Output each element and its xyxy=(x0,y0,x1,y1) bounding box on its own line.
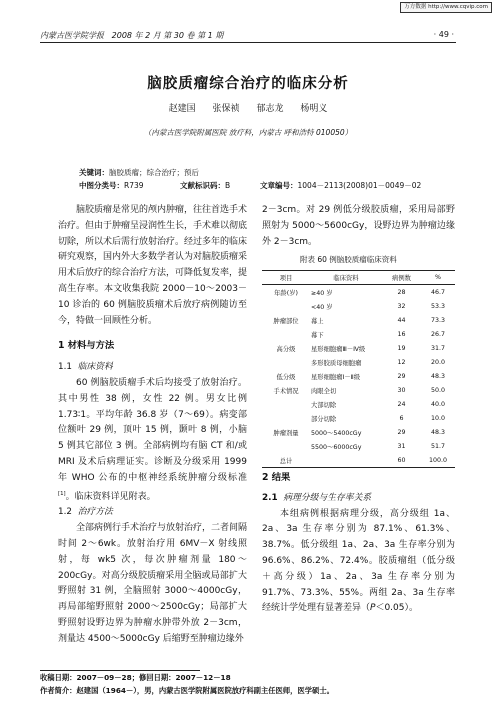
clc-number xyxy=(79,180,144,191)
table-row xyxy=(262,341,455,355)
table-cell-group xyxy=(262,355,310,369)
table-header-cell: 病例数 xyxy=(382,271,421,285)
table-cell-percent: 31.7 xyxy=(430,344,446,352)
table-cell-percent: 10.0 xyxy=(430,414,446,422)
author: 张保祯 xyxy=(212,104,240,114)
treatment-paragraph-continued: 2－3cm。对 29 例低分级胶质瘤，采用局部野照射为 5000～5600cGy，设野边界为肿瘤边缘外 2－3cm。 xyxy=(262,205,455,247)
section-heading-results: 2 结果 xyxy=(262,472,291,483)
table-cell-percent: 53.3 xyxy=(430,302,446,310)
survival-text-tail: ＜0.05）。 xyxy=(375,603,418,614)
code-label: 文献标识码： xyxy=(180,181,225,190)
table-cell-item: <40 岁 xyxy=(311,303,333,311)
subsection-title: 病理分级与生存率关系 xyxy=(283,492,372,503)
table-cell-item: 星形细胞瘤Ⅰ－Ⅱ级 xyxy=(311,373,361,381)
table-cell-percent: 46.7 xyxy=(430,288,446,296)
table-cell-group xyxy=(262,299,310,313)
table-row xyxy=(262,425,455,439)
table-cell-item xyxy=(310,453,382,468)
table-cell-count: 6 xyxy=(399,414,404,422)
table-cell-group: 肿瘤部位 xyxy=(273,317,299,325)
citation-ref: [1] xyxy=(58,490,66,497)
author: 杨明义 xyxy=(300,104,328,114)
journal-name: 内蒙古医学院学报 xyxy=(40,31,104,40)
right-column-results xyxy=(262,470,455,617)
keywords-text: 脑胶质瘤；综合治疗；预后 xyxy=(109,168,199,177)
table-cell-count: 12 xyxy=(397,358,406,366)
author-bio: 作者简介：赵建国（1964－），男，内蒙古医学院附属医院放疗科副主任医师，医学硕士。 xyxy=(40,686,334,695)
article-label: 文章编号： xyxy=(260,181,298,190)
table-cell-count: 44 xyxy=(397,316,406,324)
table-header-row xyxy=(262,271,455,285)
survival-text: 本组病例根据病理分级，高分级组 1a、2a、3a 生存率分别为 87.1%、61.3%、38.7%。低分级组 1a、2a、3a 生存率分别为 96.6%、86.2%、72.4%。胶质瘤组（低分级＋高分级）1a、2a、3a 生存率分别为 91.7%、73.3%、55%。两组 2a、3a 生存率经统计学处理有显著差异（ xyxy=(262,508,455,614)
table-row xyxy=(262,383,455,397)
clinical-text: 60 例脑胶质瘤手术后均接受了放射治疗。其中男性 38 例，女性 22 例。男女比例 1.73∶1。平均年龄 36.8 岁（7～69）。病变部位额叶 29 例，顶叶 15 例，颞叶 8 例，小脑 5 例其它部位 3 例。全部病例均有脑 CT 和/或 MRI 及术后病理证实。诊断及分级采用 1999 年 WHO 公布的中枢神经系统肿瘤分级标准 xyxy=(58,377,247,483)
table-row xyxy=(262,313,455,327)
subsection-number: 2.1 xyxy=(262,492,278,503)
table-cell-count: 32 xyxy=(397,302,406,310)
issue-info: 2008 年 2 月 第 30 卷 第 1 期 xyxy=(111,31,224,40)
subsection-title: 临床资料 xyxy=(77,362,113,373)
section-heading-methods: 1 材料与方法 xyxy=(58,340,115,352)
table-cell-item: 部分切除 xyxy=(311,415,337,423)
clc-value: R739 xyxy=(124,181,144,190)
table-cell-group xyxy=(262,439,310,453)
table-cell-item: 大部切除 xyxy=(311,401,337,409)
table-header-cell: 临床资料 xyxy=(310,271,382,285)
table-cell-count: 30 xyxy=(397,386,406,394)
table-cell-item: 肉眼全切 xyxy=(311,387,337,395)
article-title: 脑胶质瘤综合治疗的临床分析 xyxy=(147,76,349,92)
table-cell-percent: 26.7 xyxy=(430,330,446,338)
table-cell-group: 高分级 xyxy=(276,345,296,353)
right-column-top xyxy=(262,203,455,250)
clinical-text-tail: 。临床资料详见附表。 xyxy=(65,491,156,502)
clc-label: 中图分类号： xyxy=(79,181,124,190)
table-row xyxy=(262,411,455,425)
table-cell-item: 5500～6000cGy xyxy=(311,443,362,451)
table-cell-percent: 48.3 xyxy=(430,428,446,436)
table-cell-percent: 48.3 xyxy=(430,372,446,380)
subsection-heading-survival xyxy=(262,491,455,507)
keywords-label: 关键词： xyxy=(79,168,109,177)
table-cell-group: 低分级 xyxy=(276,373,296,381)
subsection-title: 治疗方法 xyxy=(77,507,113,518)
header-rule xyxy=(40,42,456,43)
page-number: · 49 · xyxy=(433,30,454,39)
author: 赵建国 xyxy=(168,104,196,114)
source-stamp: 万方数据 http://www.cqvip.com xyxy=(400,2,492,13)
table-header-cell: 项目 xyxy=(262,271,310,285)
running-header-journal xyxy=(40,30,223,41)
table-row xyxy=(262,355,455,369)
article-value: 1004－2113(2008)01－0049－02 xyxy=(297,181,422,190)
table-row xyxy=(262,369,455,383)
table-cell-count: 29 xyxy=(397,372,406,380)
subsection-heading-clinical xyxy=(58,360,247,376)
table-cell-group: 总计 xyxy=(262,453,310,468)
article-number xyxy=(260,180,421,191)
received-dates: 收稿日期：2007－09－28；修回日期：2007－12－18 xyxy=(40,673,231,682)
table-cell-item: 5000～5400cGy xyxy=(311,429,362,437)
table-cell-percent: 51.7 xyxy=(430,442,446,450)
document-code xyxy=(180,180,230,191)
table-cell-group xyxy=(262,411,310,425)
table-cell-percent: 20.0 xyxy=(430,358,446,366)
clinical-data-table xyxy=(262,270,455,468)
table-cell-item: ≥40 岁 xyxy=(311,289,333,297)
author: 郁志龙 xyxy=(256,104,284,114)
table-cell-count: 24 xyxy=(397,400,406,408)
table-row xyxy=(262,397,455,411)
table-cell-count: 29 xyxy=(397,428,406,436)
survival-paragraph xyxy=(262,507,455,618)
table-row xyxy=(262,327,455,341)
table-cell-group xyxy=(262,397,310,411)
affiliation: （内蒙古医学院附属医院 放疗科，内蒙古 呼和浩特 010050） xyxy=(143,128,353,137)
table-cell-group: 年龄(岁) xyxy=(274,289,298,297)
table-row xyxy=(262,299,455,313)
table-cell-count: 31 xyxy=(397,442,406,450)
table-cell-percent: 50.0 xyxy=(430,386,446,394)
keywords xyxy=(79,167,199,178)
table-header-cell: % xyxy=(421,271,455,285)
table-cell-item: 多形胶质母细胞瘤 xyxy=(311,359,362,367)
subsection-heading-treatment xyxy=(58,505,247,521)
table-cell-percent: 73.3 xyxy=(430,316,446,324)
code-value: B xyxy=(225,181,231,190)
table-caption: 附表 60 例脑胶质瘤临床资料 xyxy=(300,255,397,264)
table-cell-group: 肿瘤剂量 xyxy=(273,429,299,437)
table-row xyxy=(262,439,455,453)
subsection-number: 1.1 xyxy=(58,362,72,373)
table-cell-count: 60 xyxy=(382,453,421,468)
table-cell-item: 幕下 xyxy=(311,331,324,339)
table-row xyxy=(262,285,455,300)
footnote-rule xyxy=(40,670,200,671)
treatment-paragraph: 全部病例行手术治疗与放射治疗，二者间隔时间 2～6wk。放射治疗用 6MV－X 射线照射，每 wk5 次，每次肿瘤剂量 180～200cGy。对高分级胶质瘤采用全脑或局部扩大野照射 31 例，全脑照射 3000～4000cGy，再局部缩野照射 2000～2500cGy；局部扩大野照射设野边界为肿瘤水肿带外放 2－3cm，剂量达 4500～5000cGy 后缩野至肿瘤边缘外 xyxy=(58,523,248,644)
table-row xyxy=(262,453,455,468)
table-cell-count: 19 xyxy=(397,344,406,352)
table-cell-percent: 40.0 xyxy=(430,400,446,408)
clinical-data-paragraph xyxy=(58,376,247,505)
intro-paragraph: 脑胶质瘤是常见的颅内肿瘤，往往首选手术治疗。但由于肿瘤呈浸润性生长，手术难以彻底切除，所以术后需行放射治疗。经过多年的临床研究观察，国内外大多数学者认为对脑胶质瘤采用术后放疗的综合治疗方法，可降低复发率，提高生存率。本文收集我院 2000－10～2003－10 诊治的 60 例脑胶质瘤术后放疗病例随访至今，特做一回顾性分析。 xyxy=(58,205,248,326)
table-cell-count: 28 xyxy=(397,288,406,296)
table-cell-item: 星形细胞瘤Ⅲ－Ⅳ级 xyxy=(311,345,366,353)
table-cell-percent: 100.0 xyxy=(421,453,455,468)
table-cell-group xyxy=(262,327,310,341)
left-column xyxy=(58,203,247,648)
author-list xyxy=(0,101,496,114)
table-cell-group: 手术情况 xyxy=(273,387,299,395)
subsection-number: 1.2 xyxy=(58,507,72,518)
table-cell-count: 16 xyxy=(397,330,406,338)
table-cell-item: 幕上 xyxy=(311,317,324,325)
p-value-symbol: P xyxy=(370,603,376,614)
